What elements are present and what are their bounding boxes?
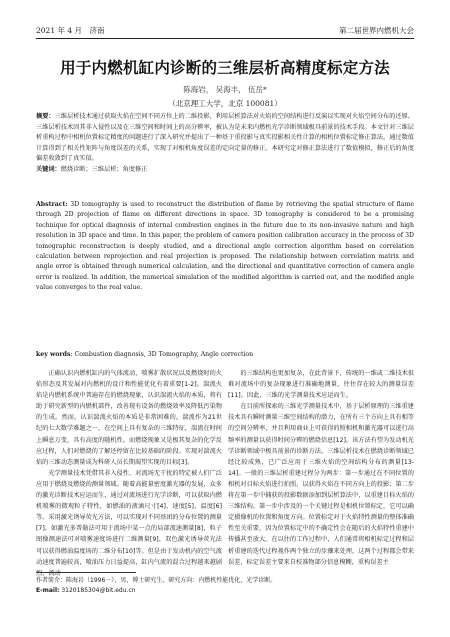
author-bio-text: 陈海岩（1996－），男，博士研究生，研究方向：内燃机性能优化，光学诊断。 bbox=[66, 577, 277, 584]
keywords-cn-text: 燃烧诊断；三维层析；角度修正 bbox=[60, 165, 148, 173]
body-paragraph: 在目前所探索的三维光学测量技术中，基于层析原理的三维重建技术具有瞬时测量三维空间结构的潜力，在所有三个方向上具有相等的空间分辨率，并且利用商业上可获得的照相机和激光器可以进行高频率的测量以获得时间分辨的燃烧信息[12]。该方法有望为发动机光学诊断领域中极具前景的诊断方法。三维层析技术在燃烧诊断领域已经比较成熟，已广泛应用于三维火焰的空间结构分布的测量[13-14]。一般的三维层析重建过程分为两步：第一步通过在不同位置的相机对目标火焰进行拍照，以获得火焰在不同方向上的投影；第二步将在第一步中捕获的投影数据添加到层析算法中，以重建目标火焰的三维结构。第一步中涉及的一个关键过程是相机位置标定，它可以确定摄像机的位置和角度方向。位置标定对于火焰特性测量的整体准确性至关重要，因为位置标定中的不确定性会在随后的火焰特性重建中传播甚至放大。在以往的工作过程中，人们通常将相机标定过程和层析重建的迭代过程视作两个独立的步骤来处理，这两个过程都会带来误差，标定误差主要来自校准物部分信息模糊，重构误差主 bbox=[228, 403, 414, 566]
keywords-en-text: : Combustion diagnosis, 3D Tomography, Angle correction bbox=[70, 351, 254, 358]
abstract-cn-text: 三维层析技术通过获取火焰在空间不同方位上的二维投影，利用层析算法对火焰的空间结构进行反演以实现对火焰空间分布的还原。三维层析技术因其非入侵性以及在三维空间和时间上的高分辨率，被认为是未来内燃机光学诊断领域极具前景的技术手段。本文针对三维层析重构过程中相机位置标定精度的问题进行了深入研究并提出了一种基于重投影与真实投影相关性计算的相机位置标定修正算法。通过数值计算得到了相关性矩阵与角度误差的关系，实现了对相机角度误差的定向定量的修正。本研究定对修正算法进行了数值模拟，修正后的角度偏差收敛到了真实值。 bbox=[36, 113, 414, 163]
author-bio-label: 作者简介： bbox=[36, 577, 67, 584]
email-address: 3120185304@bit.edu.cn bbox=[61, 587, 136, 594]
body-paragraph: 的三维结构也更加复杂，在此背景下，传统的一维或二维技术很难对流场中的复杂现象进行准确地测量，往往存在较大的测量误差[11]。因此，三维的光学测量技术应运而生。 bbox=[228, 370, 414, 400]
author-email bbox=[36, 586, 414, 596]
affiliation: （北京理工大学，北京 100081） bbox=[168, 99, 282, 108]
abstract-cn-block bbox=[36, 112, 414, 176]
running-header bbox=[36, 22, 414, 36]
email-label: E-mail: bbox=[36, 587, 60, 594]
header-rule bbox=[36, 38, 414, 39]
body-column-left bbox=[36, 368, 222, 579]
paper-title: 用于内燃机缸内诊断的三维层析高精度标定方法 bbox=[60, 59, 390, 77]
abstract-cn bbox=[36, 112, 414, 165]
author-bio bbox=[36, 576, 414, 586]
body-paragraph: 光学测量技术凭借其非入侵性、对流场无干扰的特定被人们广泛应用于燃烧及燃烧的测量领域。随着高能量密度激光器的发展，众多的激光诊断技术应运而生，通过对流场进行光学诊断，可以获取内燃机喷雾的微观粒子特性，如燃油的液滴尺寸[4]、速度[5]、温度[6]等。采用激光诱导荧光方法，可以实现对不同基团的分布位置的测量[7]。如激光多普勒法可用于流场中某一点的局部流速测量[8]，粒子图像测速法可对喷雾速度场进行二维测量[9]，双色激光诱导荧光法可以获得燃油温度场的二维分布[10]等。但是由于发动机内的空气流动速度普遍较高，喷油压力日益提高，缸内气流的混合过程越来越剧烈，流动 bbox=[36, 469, 222, 577]
abstract-en bbox=[36, 200, 414, 294]
keywords-cn bbox=[36, 165, 414, 176]
abstract-en-text: 3D tomography is used to reconstruct the distribution of flame by retrieving the spatial structure of flame through 2D projection of flame on different directions in space. 3D tomography is considered to be a promising technique for optical diagnosis of internal combustion engines in the future due to its non-invasive nature and high resolution in 3D space and time. In this paper, the problem of camera position calibration accuracy in the process of 3D tomographic reconstruction is deeply studied, and a directional angle correction algorithm based on correlation calculation between reprojection and real projection is proposed. The relationship between correlation matrix and angle error is obtained through numerical calculation, and the directional and quantitative correction of camera angle error is realized. In addition, the numerical simulation of the modified algorithm is carried out, and the modified angle value converges to the real value. bbox=[36, 201, 414, 292]
header-date-location: 2021 年 4 月 济南 bbox=[36, 26, 105, 35]
keywords-en bbox=[36, 351, 414, 358]
abstract-cn-label: 摘要： bbox=[36, 113, 55, 120]
author-list: 陈海岩， 吴海丰， 伍岳* bbox=[183, 85, 267, 94]
footnote bbox=[36, 576, 414, 596]
body-column-right bbox=[228, 368, 414, 568]
keywords-cn-label: 关键词： bbox=[36, 165, 61, 173]
header-conference-name: 第二届世界内燃机大会 bbox=[339, 26, 414, 35]
body-paragraph: 正确认识内燃机缸内的气体流动、喷雾扩散状况以及燃烧时的火焰形态及其发展对内燃机的设计和性能优化有着重要[1-2]。湍流火焰是内燃机系统中普遍存在的燃烧现象，认识湍流火焰的本质，将有助于研究新型的内燃机部件，改善现有设备的燃烧效率及降低污染物的生成。然而，认识湍流火焰的本质是非常困难的，湍流作为21世纪的七大数学难题之一，在空间上具有复杂的三维特征，湍流在时间上瞬息万变，具有高度的随机性。而燃烧现象又是极其复杂的化学反应过程，人们对燃烧的了解还停留在比较基础的阶段。实现对湍流火焰的三维动态测量成为科研人员长期渴望实现的目标[3]。 bbox=[36, 370, 222, 466]
abstract-en-label: Abstract: bbox=[36, 201, 68, 208]
footnote-rule bbox=[36, 572, 136, 573]
keywords-en-label: key words bbox=[36, 351, 71, 358]
